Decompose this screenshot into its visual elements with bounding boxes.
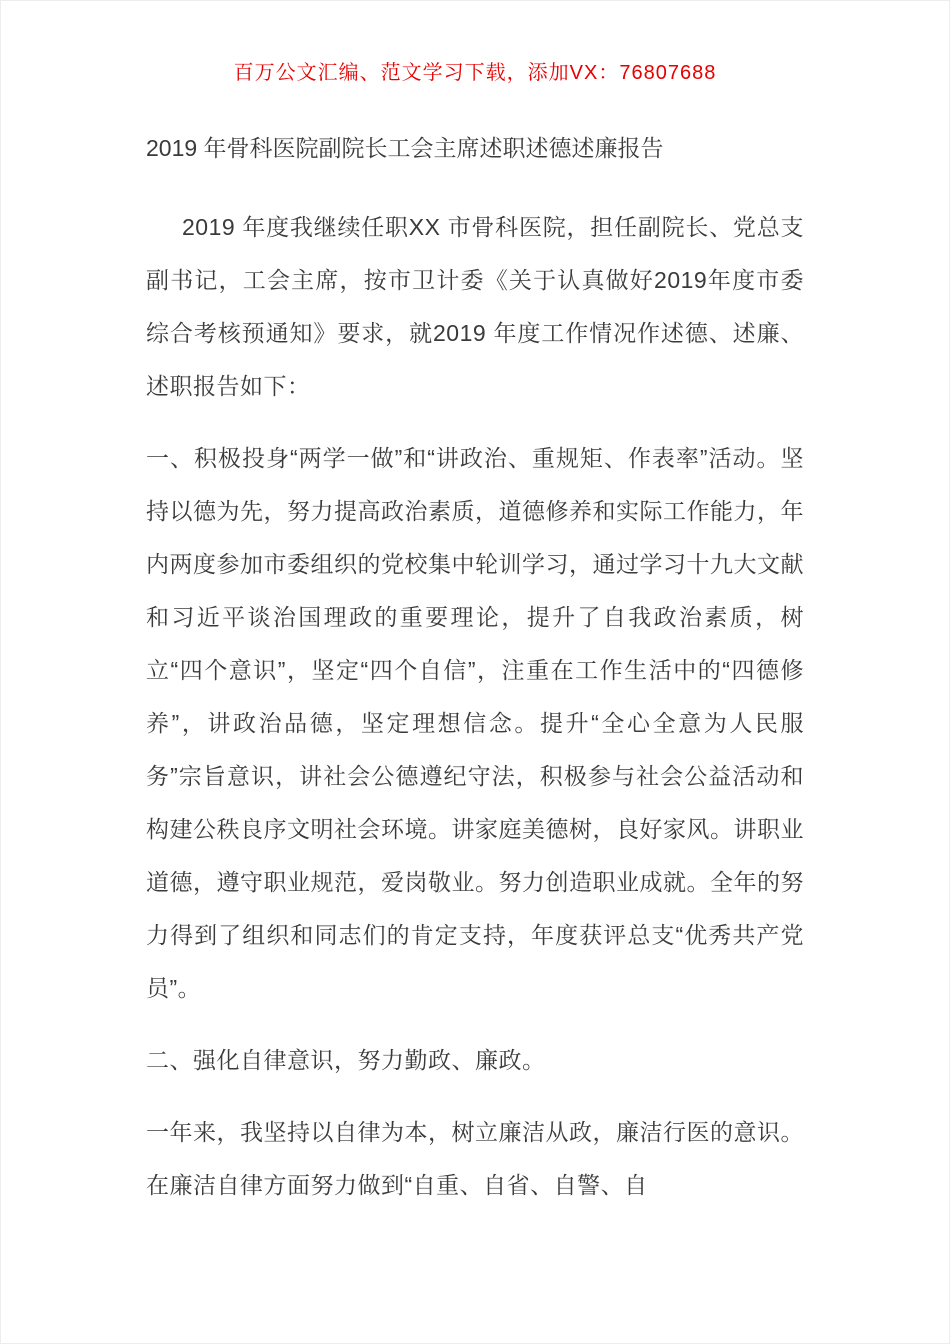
document-title: 2019 年骨科医院副院长工会主席述职述德述廉报告 [146, 135, 664, 161]
paragraph-section-two-heading: 二、强化自律意识，努力勤政、廉政。 [146, 1047, 546, 1073]
document-content [1, 1, 949, 1212]
paragraph-intro: 2019 年度我继续任职XX 市骨科医院，担任副院长、党总支副书记，工会主席，按市卫计委《关于认真做好2019年度市委综合考核预通知》要求，就2019 年度工作情况作述德、述廉、述职报告如下： [146, 214, 804, 399]
paragraph-section-one: 一、积极投身“两学一做”和“讲政治、重规矩、作表率”活动。坚持以德为先，努力提高政治素质，道德修养和实际工作能力，年内两度参加市委组织的党校集中轮训学习，通过学习十九大文献和习近平谈治国理政的重要理论，提升了自我政治素质，树立“四个意识”，坚定“四个自信”，注重在工作生活中的“四德修养”，讲政治品德，坚定理想信念。提升“全心全意为人民服务”宗旨意识，讲社会公德遵纪守法，积极参与社会公益活动和构建公秩良序文明社会环境。讲家庭美德树，良好家风。讲职业道德，遵守职业规范，爱岗敬业。努力创造职业成就。全年的努力得到了组织和同志们的肯定支持，年度获评总支“优秀共产党员”。 [146, 445, 804, 1001]
paragraph-section-two-body: 一年来，我坚持以自律为本，树立廉洁从政，廉洁行医的意识。在廉洁自律方面努力做到“自重、自省、自警、自 [146, 1119, 804, 1198]
watermark-text: 百万公文汇编、范文学习下载，添加VX：76807688 [233, 62, 717, 84]
